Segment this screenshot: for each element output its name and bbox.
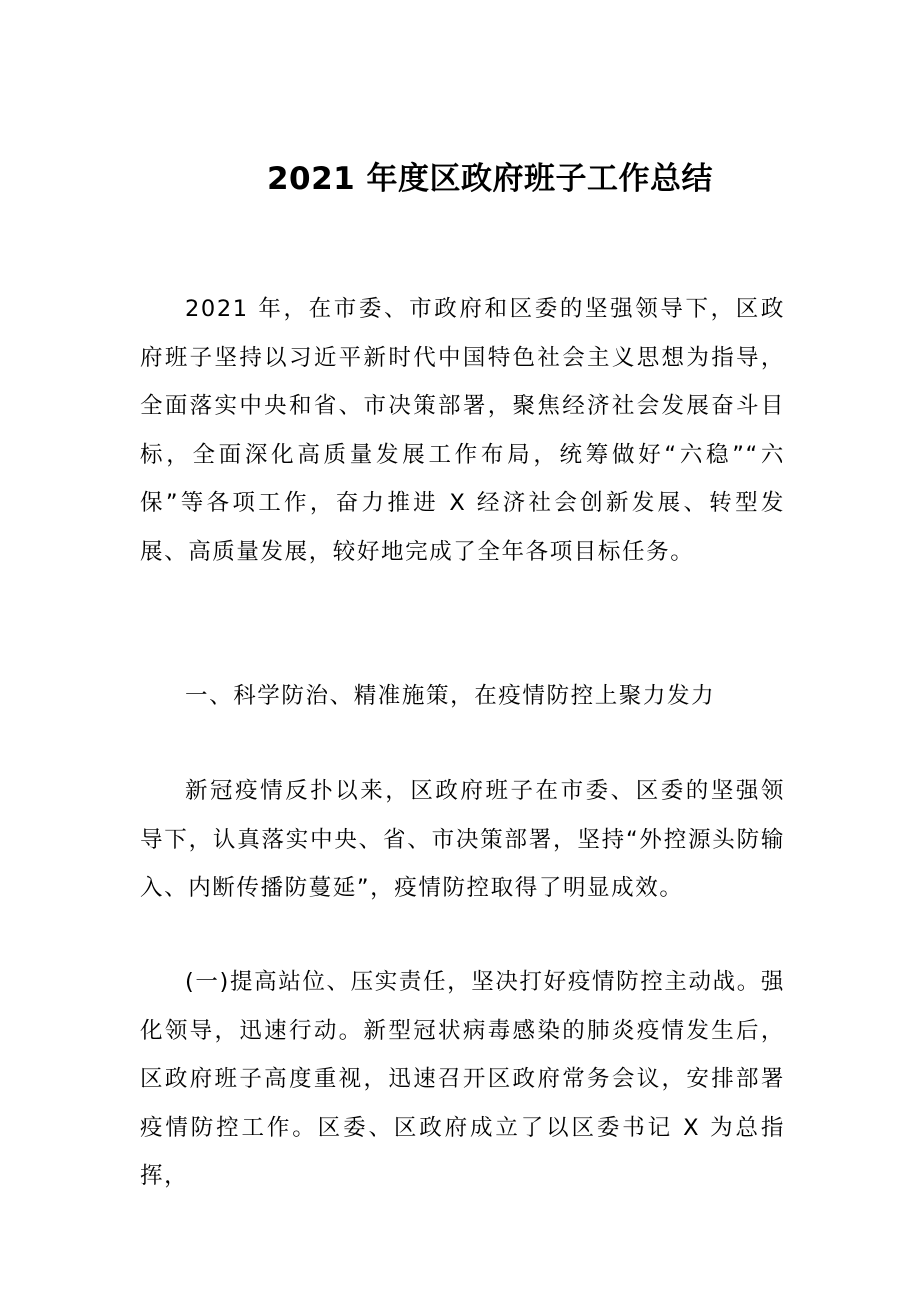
section-paragraph: 新冠疫情反扑以来，区政府班子在市委、区委的坚强领导下，认真落实中央、省、市决策部署，坚持“外控源头防输入、内断传播防蔓延”，疫情防控取得了明显成效。 (140, 778, 785, 901)
document-title: 2021 年度区政府班子工作总结 (266, 161, 714, 197)
section-heading: 一、科学防治、精准施策，在疫情防控上聚力发力 (185, 683, 716, 709)
intro-paragraph: 2021 年，在市委、市政府和区委的坚强领导下，区政府班子坚持以习近平新时代中国特色社会主义思想为指导，全面落实中央和省、市决策部署，聚焦经济社会发展奋斗目标，全面深化高质量发展工作布局，统筹做好“六稳”“六保”等各项工作，奋力推进 X 经济社会创新发展、转型发展、高质量发展，较好地完成了全年各项目标任务。 (140, 296, 785, 565)
subsection-paragraph: (一)提高站位、压实责任，坚决打好疫情防控主动战。强化领导，迅速行动。新型冠状病毒感染的肺炎疫情发生后，区政府班子高度重视，迅速召开区政府常务会议，安排部署疫情防控工作。区委、区政府成立了以区委书记 X 为总指挥， (140, 969, 785, 1189)
